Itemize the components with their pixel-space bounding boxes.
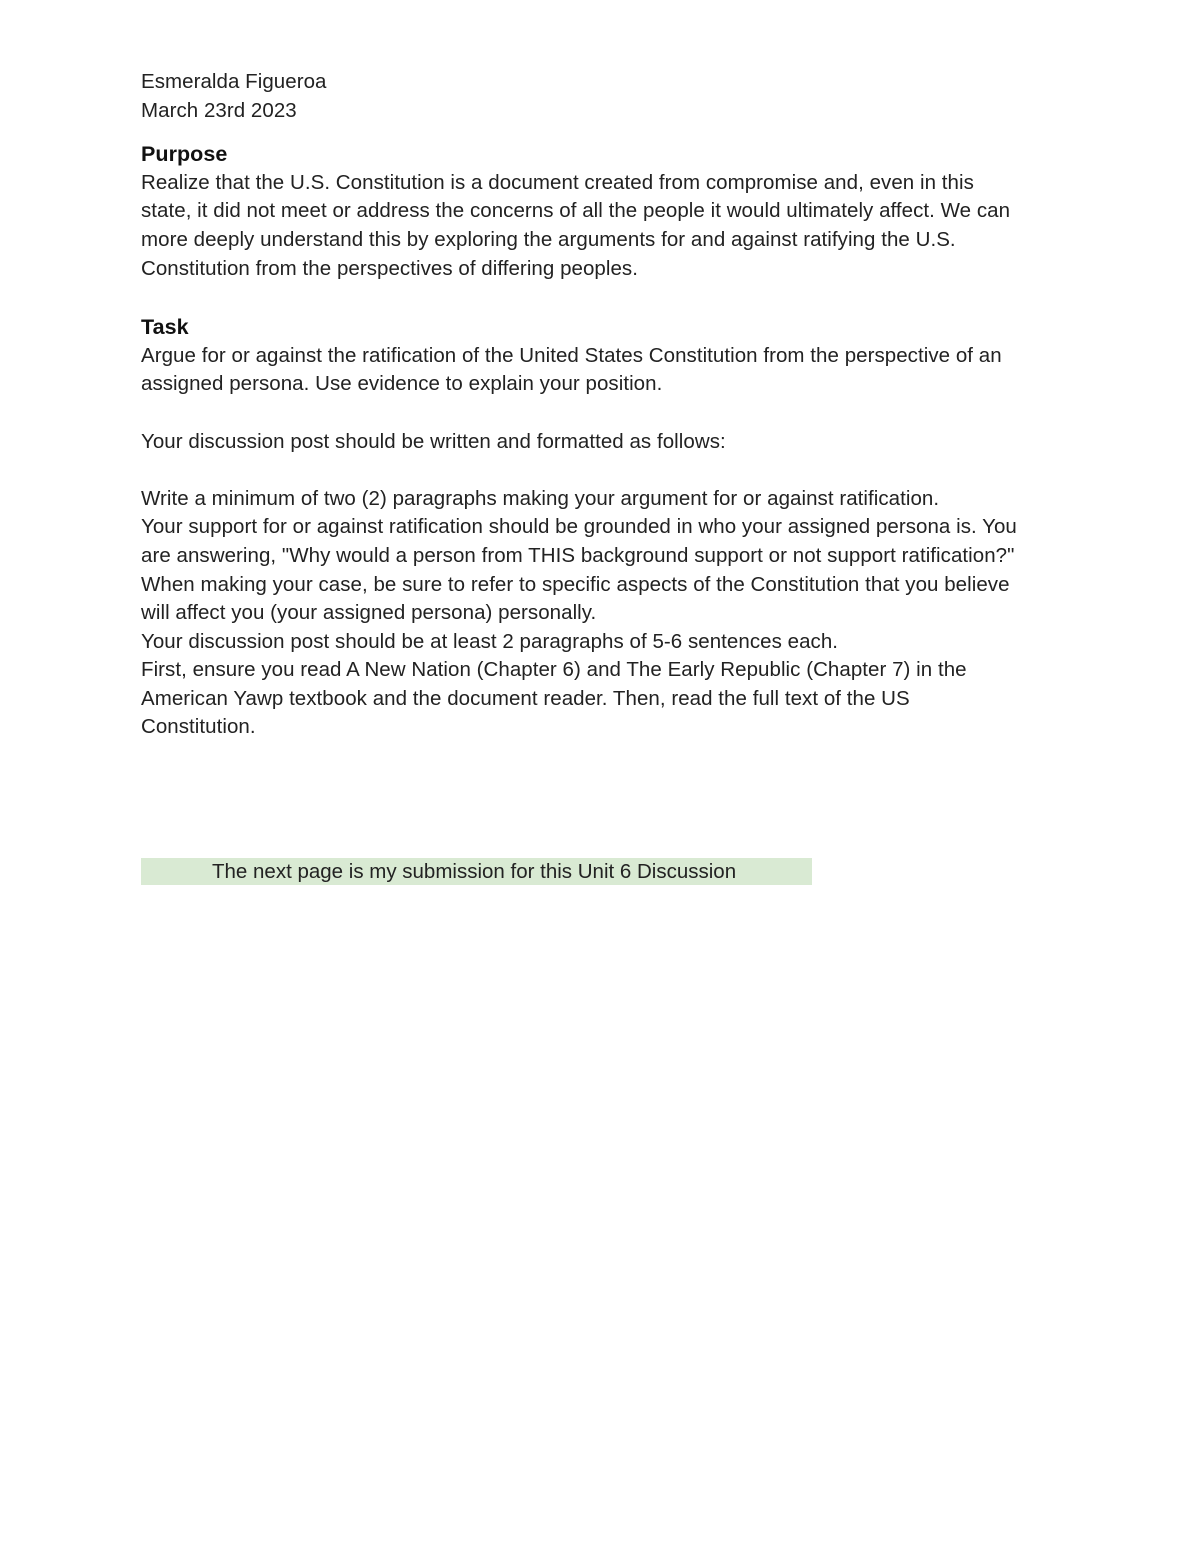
- submission-note-banner: [141, 858, 812, 885]
- requirement-line: Write a minimum of two (2) paragraphs making your argument for or against ratification.: [141, 486, 940, 510]
- requirement-line: Constitution.: [141, 715, 256, 739]
- task-heading: Task: [141, 315, 189, 340]
- purpose-line: Constitution from the perspectives of differing peoples.: [141, 256, 638, 280]
- document-page: [141, 68, 1066, 742]
- purpose-heading: Purpose: [141, 142, 228, 167]
- requirement-line: First, ensure you read A New Nation (Chapter 6) and The Early Republic (Chapter 7) in the: [141, 658, 967, 682]
- task-line: Argue for or against the ratification of the United States Constitution from the perspective of an: [141, 343, 1002, 367]
- requirement-line: are answering, "Why would a person from THIS background support or not support ratification?": [141, 543, 1015, 567]
- format-intro: Your discussion post should be written and formatted as follows:: [141, 429, 726, 453]
- requirement-line: When making your case, be sure to refer to specific aspects of the Constitution that you believe: [141, 572, 1010, 596]
- purpose-line: more deeply understand this by exploring the arguments for and against ratifying the U.S.: [141, 227, 956, 251]
- purpose-paragraph: [141, 169, 1066, 283]
- purpose-line: state, it did not meet or address the concerns of all the people it would ultimately affect. We can: [141, 199, 1011, 223]
- requirement-line: Your support for or against ratification should be grounded in who your assigned persona is. You: [141, 515, 1017, 539]
- task-line: assigned persona. Use evidence to explain your position.: [141, 372, 663, 396]
- requirement-line: will affect you (your assigned persona) personally.: [141, 601, 597, 625]
- document-date: March 23rd 2023: [141, 98, 297, 122]
- purpose-line: Realize that the U.S. Constitution is a document created from compromise and, even in this: [141, 170, 974, 194]
- requirement-line: American Yawp textbook and the document reader. Then, read the full text of the US: [141, 686, 910, 710]
- requirements-list: [141, 485, 1066, 742]
- requirement-line: Your discussion post should be at least 2 paragraphs of 5-6 sentences each.: [141, 629, 839, 653]
- submission-note-text: The next page is my submission for this Unit 6 Discussion: [212, 860, 737, 883]
- task-paragraph: [141, 342, 1066, 399]
- author-name: Esmeralda Figueroa: [141, 70, 327, 93]
